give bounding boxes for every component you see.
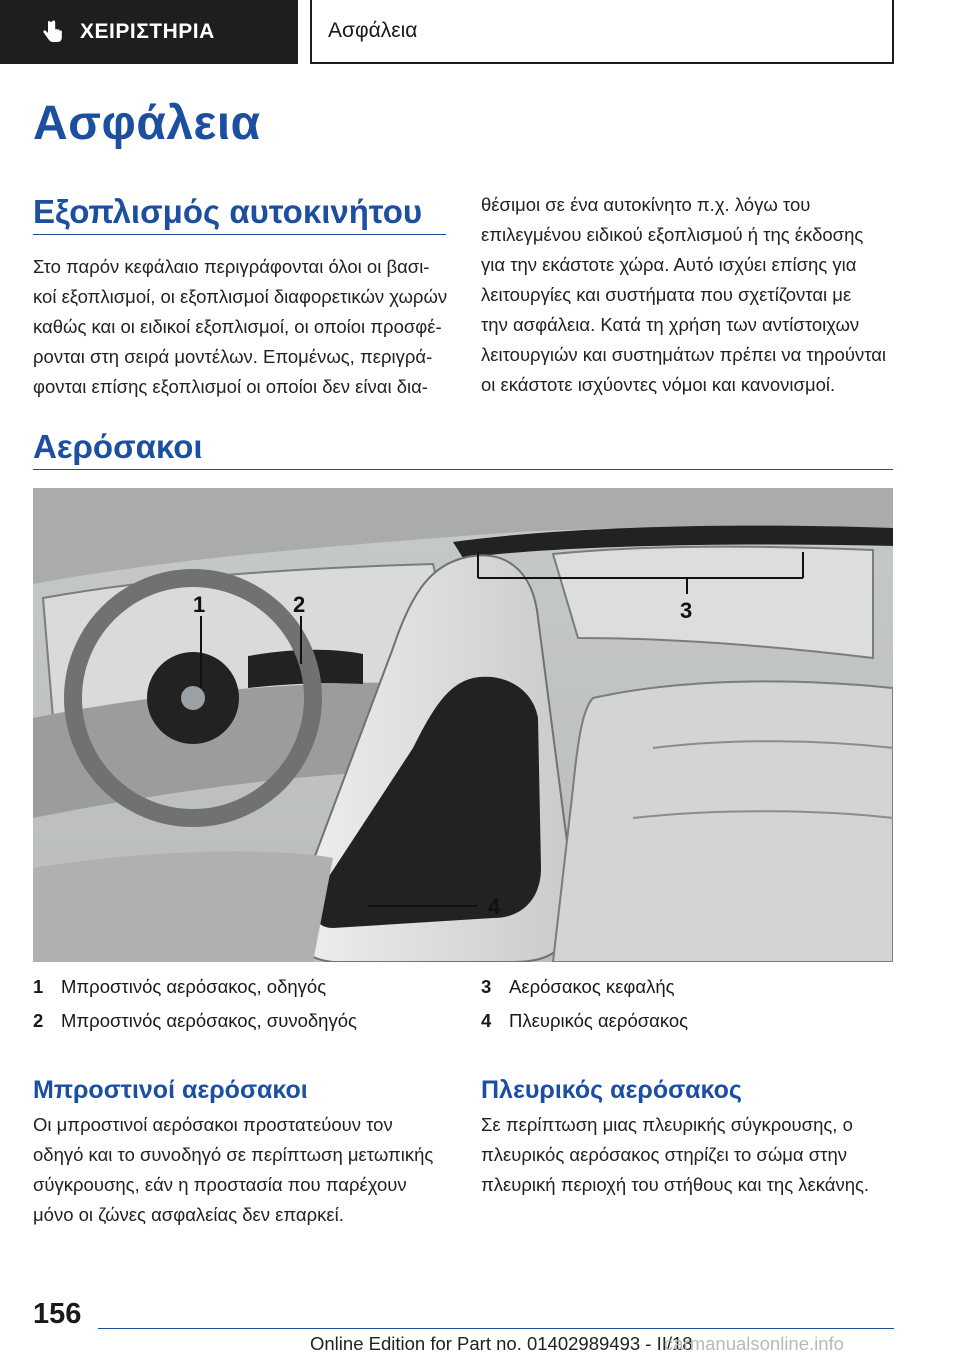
- car-interior-drawing: [33, 488, 893, 962]
- manual-tab-label: ΧΕΙΡΙΣΤΗΡΙΑ: [80, 20, 215, 43]
- side-airbag-text: [481, 1110, 869, 1200]
- text-line: για την εκάστοτε χώρα. Αυτό ισχύει επίσης για: [481, 254, 857, 275]
- legend-item: [33, 970, 357, 1004]
- text-line: θέσιμοι σε ένα αυτοκίνητο π.χ. λόγω του: [481, 194, 811, 215]
- legend-number: 1: [33, 976, 44, 997]
- front-airbags-heading: Μπροστινοί αερόσακοι: [33, 1076, 308, 1104]
- airbag-illustration: [33, 488, 893, 962]
- legend-text: Αερόσακος κεφαλής: [509, 976, 675, 997]
- legend-left: [33, 970, 357, 1038]
- callout-number-3: 3: [680, 598, 693, 623]
- text-line: κοί εξοπλισμοί, οι εξοπλισμοί διαφορετικών χωρών: [33, 286, 448, 307]
- equipment-text-right: [481, 190, 886, 400]
- legend-text: Μπροστινός αερόσακος, συνοδηγός: [61, 1010, 357, 1031]
- legend-number: 4: [481, 1010, 492, 1031]
- footer-rule: [98, 1328, 894, 1329]
- callout-number-4: 4: [488, 894, 501, 919]
- page-title: Ασφάλεια: [33, 97, 261, 150]
- equipment-text-left: [33, 252, 447, 402]
- breadcrumb-label: Ασφάλεια: [328, 19, 418, 42]
- airbags-heading-rule: [33, 469, 893, 470]
- legend-number: 3: [481, 976, 492, 997]
- airbags-heading: Αερόσακοι: [33, 428, 203, 465]
- text-line: σύγκρουσης, εάν η προστασία που παρέχουν: [33, 1174, 407, 1195]
- legend-text: Πλευρικός αερόσακος: [509, 1010, 689, 1031]
- side-airbag-heading: Πλευρικός αερόσακος: [481, 1076, 742, 1104]
- text-line: Οι μπροστινοί αερόσακοι προστατεύουν τον: [33, 1114, 393, 1135]
- legend-item: [481, 970, 688, 1004]
- text-line: οδηγό και το συνοδηγό σε περίπτωση μετωπικής: [33, 1144, 434, 1165]
- hand-pointer-icon: [38, 18, 66, 46]
- text-line: Σε περίπτωση μιας πλευρικής σύγκρουσης, ο: [481, 1114, 853, 1135]
- text-line: φονται επίσης εξοπλισμοί οι οποίοι δεν είναι δια‐: [33, 376, 428, 397]
- text-line: λειτουργιών και συστημάτων πρέπει να τηρούνται: [481, 344, 887, 365]
- callout-number-2: 2: [293, 592, 306, 617]
- legend-right: [481, 970, 688, 1038]
- front-airbags-text: [33, 1110, 433, 1230]
- legend-item: [481, 1004, 688, 1038]
- manual-tab[interactable]: [0, 0, 298, 64]
- watermark: carmanualsonline.info: [664, 1333, 844, 1354]
- text-line: Στο παρόν κεφάλαιο περιγράφονται όλοι οι βασι‐: [33, 256, 430, 277]
- breadcrumb[interactable]: [310, 0, 894, 64]
- text-line: πλευρικός αερόσακος στηρίζει το σώμα στην: [481, 1144, 848, 1165]
- text-line: επιλεγμένου ειδικού εξοπλισμού ή της έκδοσης: [481, 224, 864, 245]
- text-line: πλευρική περιοχή του στήθους και της λεκάνης.: [481, 1174, 870, 1195]
- legend-number: 2: [33, 1010, 44, 1031]
- equipment-heading: Εξοπλισμός αυτοκινήτου: [33, 193, 423, 230]
- text-line: ρονται στη σειρά μοντέλων. Επομένως, περιγρά‐: [33, 346, 433, 367]
- text-line: την ασφάλεια. Κατά τη χρήση των αντίστοιχων: [481, 314, 860, 335]
- callout-number-1: 1: [193, 592, 206, 617]
- top-bar: [0, 0, 960, 66]
- legend-item: [33, 1004, 357, 1038]
- page-number: 156: [33, 1298, 82, 1330]
- text-line: καθώς και οι ειδικοί εξοπλισμοί, οι οποίοι προσφέ‐: [33, 316, 442, 337]
- text-line: μόνο οι ζώνες ασφαλείας δεν επαρκεί.: [33, 1204, 344, 1225]
- legend-text: Μπροστινός αερόσακος, οδηγός: [61, 976, 327, 997]
- edition-text: Online Edition for Part no. 01402989493 - II/18: [310, 1333, 693, 1354]
- text-line: οι εκάστοτε ισχύοντες νόμοι και κανονισμοί.: [481, 374, 836, 395]
- equipment-heading-rule: [33, 234, 446, 235]
- text-line: λειτουργίες και συστήματα που σχετίζονται με: [481, 284, 852, 305]
